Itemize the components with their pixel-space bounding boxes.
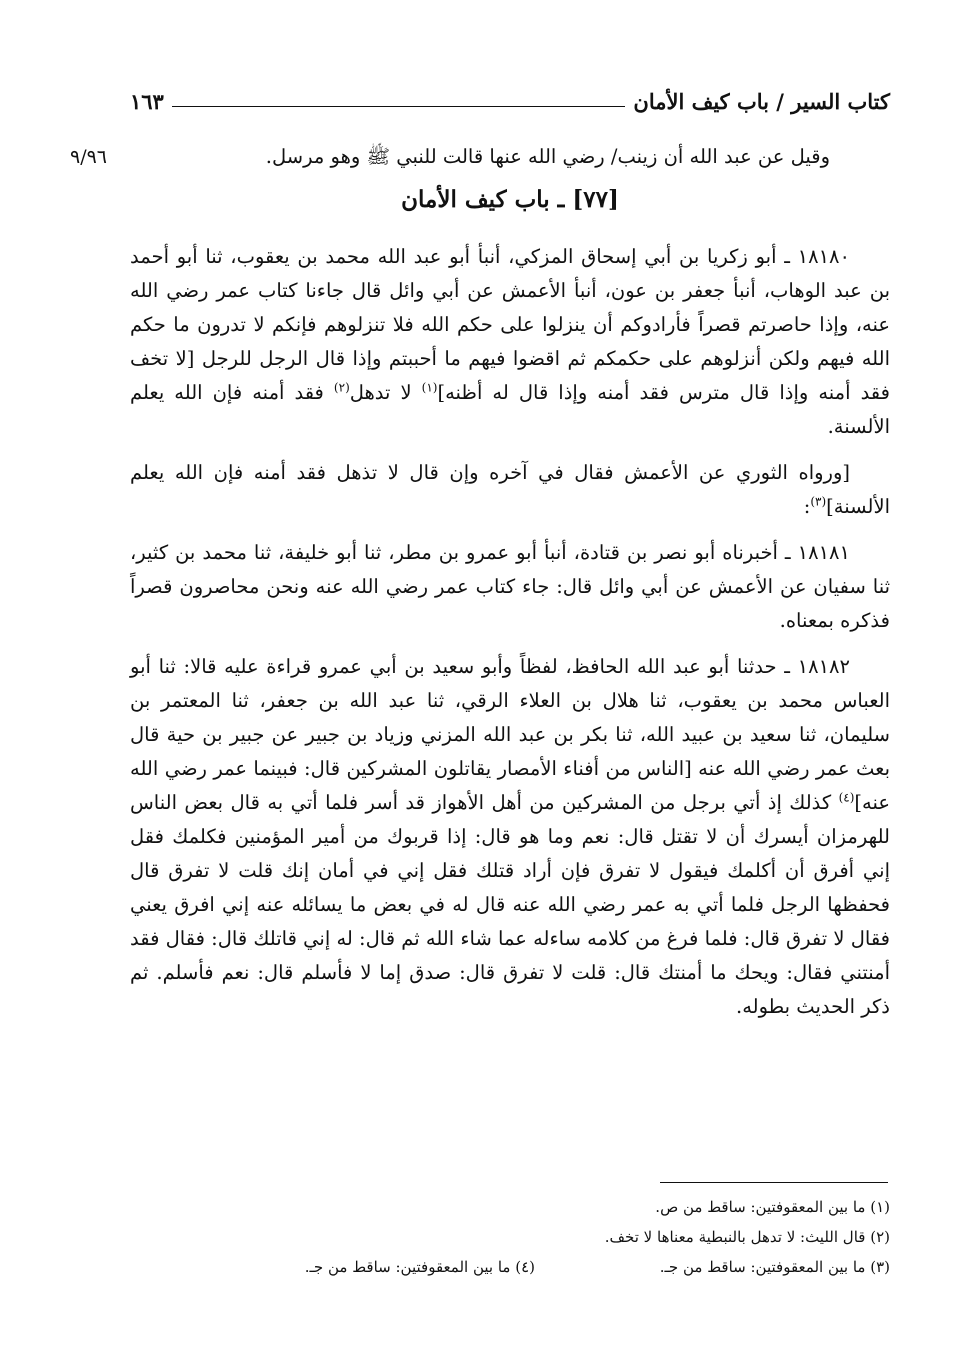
header-rule	[172, 106, 626, 107]
paragraph-text: :	[803, 495, 811, 518]
footnote-marker: (٣)	[810, 494, 827, 509]
paragraph-18180	[130, 240, 890, 444]
footnotes	[130, 1192, 890, 1282]
intro-line: وقيل عن عبد الله أن زينب/ رضي الله عنها قالت للنبي ﷺ وهو مرسل.	[265, 145, 830, 168]
footnote-rule	[660, 1182, 888, 1183]
paragraph-text: فقد أمنه فإن الله يعلم الألسنة.	[130, 381, 890, 438]
paragraph-18182	[130, 650, 890, 1024]
running-title: كتاب السير / باب كيف الأمان	[633, 89, 890, 114]
footnote-4: (٤) ما بين المعقوفتين: ساقط من جـ.	[304, 1258, 535, 1276]
paragraph-riwaya	[130, 456, 890, 524]
main-text	[130, 240, 890, 1036]
chapter-heading: [٧٧] ـ باب كيف الأمان	[401, 186, 619, 213]
paragraph-text: كذلك إذ أتي برجل من المشركين من أهل الأهواز قد أسر فلما أتي به قال بعض الناس للهرمزان أيسرك أن لا تقتل قال: نعم وما هو قال: إذا قربوك من أمير المؤمنين فكلمك فقل إني أفرق أن أكلمك فيقول لا تفرق فإن أراد قتلك فقل إني في أمان إنك قلت لا تفرق قال فحفظها الرجل فلما أتي به عمر رضي الله عنه قال له في بعض ما يسائله عنه إني افرق يعني فقال لا تفرق قال: فلما فرغ من كلامه ساءله عما شاء الله ثم قال: له إني قاتلك قال: فقال فقد أمنتني فقال: ويحك ما أمنتك قال: قلت لا تفرق قال: صدق إما لا فأسلم قال: نعم فأسلم. ثم ذكر الحديث بطوله.	[130, 791, 891, 1018]
footnote-1: (١) ما بين المعقوفتين: ساقط من ص.	[655, 1198, 890, 1216]
footnote-row	[130, 1252, 890, 1282]
paragraph-text: ١٨١٨٠ ـ أبو زكريا بن أبي إسحاق المزكي، أنبأ أبو عبد الله محمد بن يعقوب، ثنا أبو أحمد بن عبد الوهاب، أنبأ جعفر بن عون، أنبأ الأعمش عن أبي وائل قال جاءنا كتاب عمر رضي الله عنه، وإذا حاصرتم قصراً فأرادوكم أن ينزلوا على حكم الله فلا تنزلوهم فإنكم لا تدرون ما حكم الله فيهم ولكن أنزلوهم على حكمكم ثم اقضوا فيهم ما أحببتم وإذا قال الرجل للرجل [لا تخف فقد أمنه وإذا قال مترس فقد أمنه وإذا قال له أظنه]	[130, 245, 890, 404]
footnote-2: (٢) قال الليث: لا تدهل بالنبطية معناها لا تخف.	[604, 1228, 890, 1246]
footnote-3: (٣) ما بين المعقوفتين: ساقط من جـ.	[659, 1258, 890, 1276]
footnote-marker: (٢)	[333, 380, 350, 395]
page-number: ١٦٣	[130, 89, 164, 114]
running-header	[130, 80, 890, 114]
paragraph-text: [ورواه الثوري عن الأعمش فقال في آخره وإن قال لا تذهل فقد أمنه فإن الله يعلم الألسنة]	[130, 461, 890, 518]
footnote-marker: (٤)	[838, 790, 855, 805]
paragraph-18181: ١٨١٨١ ـ أخبرناه أبو نصر بن قتادة، أنبأ أبو عمرو بن مطر، ثنا أبو خليفة، ثنا محمد بن كثير، ثنا سفيان عن الأعمش عن أبي وائل قال: جاء كتاب عمر رضي الله عنه ونحن محاصرون قصراً فذكره بمعناه.	[130, 541, 890, 632]
margin-reference: ٩/٩٦	[70, 146, 108, 168]
paragraph-text: ١٨١٨٢ ـ حدثنا أبو عبد الله الحافظ، لفظاً وأبو سعيد بن أبي عمرو قراءة عليه قالا: ثنا أبو العباس محمد بن يعقوب، ثنا هلال بن العلاء الرقي، ثنا عبد الله بن جعفر، ثنا المعتمر بن سليمان، ثنا سعيد بن عبيد الله، ثنا بكر بن عبد الله المزني وزياد بن جبير عن جبير بن حية قال بعث عمر رضي الله عنه [الناس من أفناء الأمصار يقاتلون المشركين قال: فبينما عمر رضي الله عنه]	[130, 655, 890, 814]
paragraph-text: لا تدهل	[349, 381, 422, 404]
footnote-marker: (١)	[421, 380, 438, 395]
